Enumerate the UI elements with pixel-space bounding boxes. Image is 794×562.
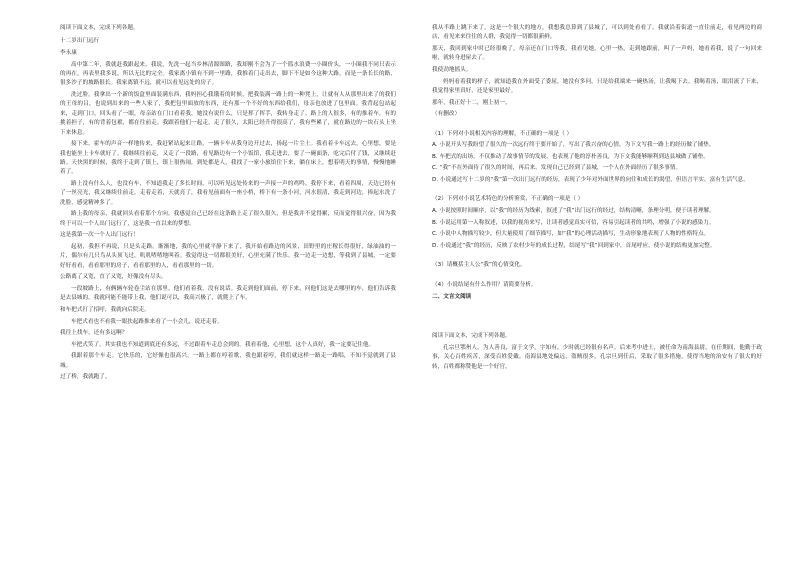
left-paragraph: 一段坡路上，有俩辆车轮卷尘站在那里。他们看着我，没有说话。我走到他们面前，停下来，问他们这是去哪里的车，他们告诉我是去县城的，我就问能不能带上我，他们说可以，我高兴极了，就爬上了车。 [60,286,396,302]
left-paragraph: 过了桥，我就跑了。 [60,374,111,381]
right-paragraph: C. 小说中人物描写较少，但大量使用了细节描写，如“我”的心理活动描写，生动形象地表现了人物的性格特点。 [432,231,710,238]
right-paragraph: C. “我”不在外面待了很久的时间，再后来，发现自己已经到了县城，一个人在外面经历了很多事情。 [432,165,682,172]
left-paragraph: 起初，我担不再说，只是头走路。渐渐地，我的心里就平静下来了，我开始看路边的风景，田野里的庄稼长得很好，绿油油的一片，偶尔有几只鸟从头顶飞过，叽叽喳喳地叫着。我觉得这一切都很美好，心里充满了快乐。我一边走一边想，等我到了县城，一定要好好看看，看看那里的房子，看看那里的人，看看那里的一切。 [60,244,396,269]
left-paragraph: 高中第二年，我就赶我跟起来。我说，先洗一起当乡林清源图路，我却刚不会为了一个篮水浪费一小圈价头，一小圈我不同只表示的再在，再表里我多说，所以无比的完全。我家离小镇有不到一里路，我推着门走出去，脚下不是如今这种大路，而是一条长长的路，很多沙子的坡路很长。我家离镇不远，就可以看见远处的房子。 [60,61,396,87]
right-paragraph: （有删改） [432,111,461,118]
left-paragraph: 十二岁出门远行 [60,38,100,45]
left-paragraph: 和车把式打了招呼，我就向后院走。 [60,307,150,314]
right-paragraph: 孔宗旦鄂州人，为人善良，富于文学，字知有，少时就已经很有名声。后来考中进士，被任命为南海县尉，在任期间，他勤于政事，关心百姓疾苦，深受百姓爱戴。南海县地处偏远，盗贼很多，孔宗旦到任后，采取了很多措施，使得当地的治安有了很大的好转，百姓都称赞他是一个好官。 [432,344,762,370]
left-paragraph: 阅读下面文本，完成下列各题。 [60,25,139,31]
left-column [60,24,396,385]
right-paragraph: 我使劲地摇头。 [432,67,472,73]
right-paragraph: 阅读下面文本，完成下列各题。 [432,333,511,340]
left-paragraph: 车把式看也不看我一眼扶起路推来看了一小会儿，说还走着。 [71,318,223,325]
right-paragraph: A. 小说开头写我盼望了很久的一次远行终于要开始了，写出了我兴奋的心情，为下文写我一路上的经历做了铺垫。 [432,142,715,149]
right-paragraph: （2）下列对小说艺术特色的分析鉴赏，不正确的一项是（ ） [432,196,584,203]
left-paragraph: 洗过脸，我拿出一个新的饭盒里面装满东西，我妈担心我饿着的时候，把我装满一路上的一种凳上，让就有人从那里出来了的我们的王母的吕，也说到出来的一些人家了，我把包里面放的东西，还有那一个不好的东西给我们，母亲也放进了包里面。我背起包站起来，走到门口，回头看了一眼，母亲站在门口看着我，她没有说什么，只是挥了挥手，我转身走了。路上的人很多，有的推着车，有的挑着担子，有的背着包袱，都在往前走。我跟着他们一起走，走了很久，太阳已经升得很高了，我有些累了，就在路边的一块石头上坐下来休息。 [60,92,396,136]
left-paragraph: 这是我第一次一个人出门远行！ [60,232,139,239]
left-paragraph: 路上我的母亲，我就回头看着那个方向。我感觉自己已经在这条路上走了很久很久，但是我并不觉得累，反而觉得很兴奋，因为我终于可以一个人出门远行了，这是我一直以来的梦想。 [60,211,396,227]
right-paragraph: 那天，我回到家中时已经很晚了，母亲还在门口等我。我看见她，心里一热，走到她跟前，叫了一声妈，她看着我，说了一句回来啦，就转身进屋去了。 [432,46,762,62]
right-paragraph: D. 小说通过写十二岁的“我”第一次出门远行的经历，表现了少年对外面世界的向往和成长的渴望，但语言平实，富有生活气息。 [432,176,749,183]
right-paragraph: A. 小说按照时间顺序，以“我”的经历为线索，叙述了“我”出门远行的经过，结构清晰，条理分明，便于读者理解。 [432,207,715,214]
right-paragraph: 我从半路上跳下来了，这是一个很大的地方，我想我总算到了县城了，可以到处看看了。我就沿着街道一直往前走，看见两边的商店，看见来来往往的人群，我觉得一切都很新鲜。 [432,25,762,41]
left-paragraph: 路上没有什么人，也没有车，不知道我走了多长时间，可以听见远处传来的一声接一声的鸡鸣。我停下来，看着四周，天边已经有了一丝亮光，我又继续往前走，走着走着，天就亮了，我看见前面有一座小桥，桥下有一条小河，河水很清，我走到河边，捧起水洗了洗脸，感觉精神多了。 [60,181,396,206]
right-paragraph: D. 小说通过“我”的经历，反映了农村少年的成长过程，结尾写“我”回到家中，首尾呼应，使小说的结构更加完整。 [432,242,716,249]
right-paragraph: 妈妈看着我的样子，就知道我在外面受了委屈，她没有多问，只是给我端来一碗热汤，让我喝下去。我喝着汤，眼泪流了下来，我觉得家里真好，还是家里最好。 [432,78,762,94]
left-paragraph: 我跟着那个车走。它快乐的，它好像也很高兴，一路上都在哼着歌，我也跟着哼，我们就这样一路走一路唱，不知不觉就到了县城。 [60,353,396,369]
left-paragraph: 李永康 [60,50,77,56]
right-paragraph: （1）下列对小说相关内容的理解，不正确的一项是（ ） [432,130,573,137]
right-paragraph: （3）请概括主人公“我”的心情变化。 [432,262,526,269]
right-paragraph: B. 车把式的出场，不仅推动了故事情节的发展，也表现了他的淳朴善良，为下文我能够顺利到达县城做了铺垫。 [432,153,709,160]
right-paragraph: B. 小说运用第一人称叙述，以我的视角来写，让读者感觉真实可信，容易引起读者的共鸣，增强了小说的感染力。 [432,219,715,226]
left-paragraph: 车把式笑了，其实我也不知道到底还有多远，不过跟着车走总会到的。我看着他，心里想，这个人真好，我一定要记住他。 [71,341,375,348]
right-paragraph: （4）小说结尾有什么作用？请简要分析。 [432,281,537,288]
left-paragraph: 我往上找车，还有多远啊？ [60,330,128,337]
left-paragraph: 接下来，霍车的声音一样地传来，我赶紧站起来让路，一辆卡车从我身边开过去，扬起一片尘土。我看着卡车远去，心里想，要是我也能坐上卡车就好了。我继续往前走，又走了一段路，看见路边有一个小饭馆，我走进去，要了一碗面条，吃完后付了钱，又继续赶路。天快黑的时候，我终于走到了镇上，镇上很热闹，到处都是人，我找了一家小旅馆住下来，躺在床上，想着明天的事情，慢慢地睡着了。 [60,141,396,176]
left-paragraph: 公路离了又宽，直了又宽，好像没有尽头。 [60,274,167,281]
right-column [432,24,762,374]
right-paragraph: 二、文言文阅读 [432,293,472,300]
right-paragraph: 那年，我正好十二，刚上初一。 [432,99,511,106]
